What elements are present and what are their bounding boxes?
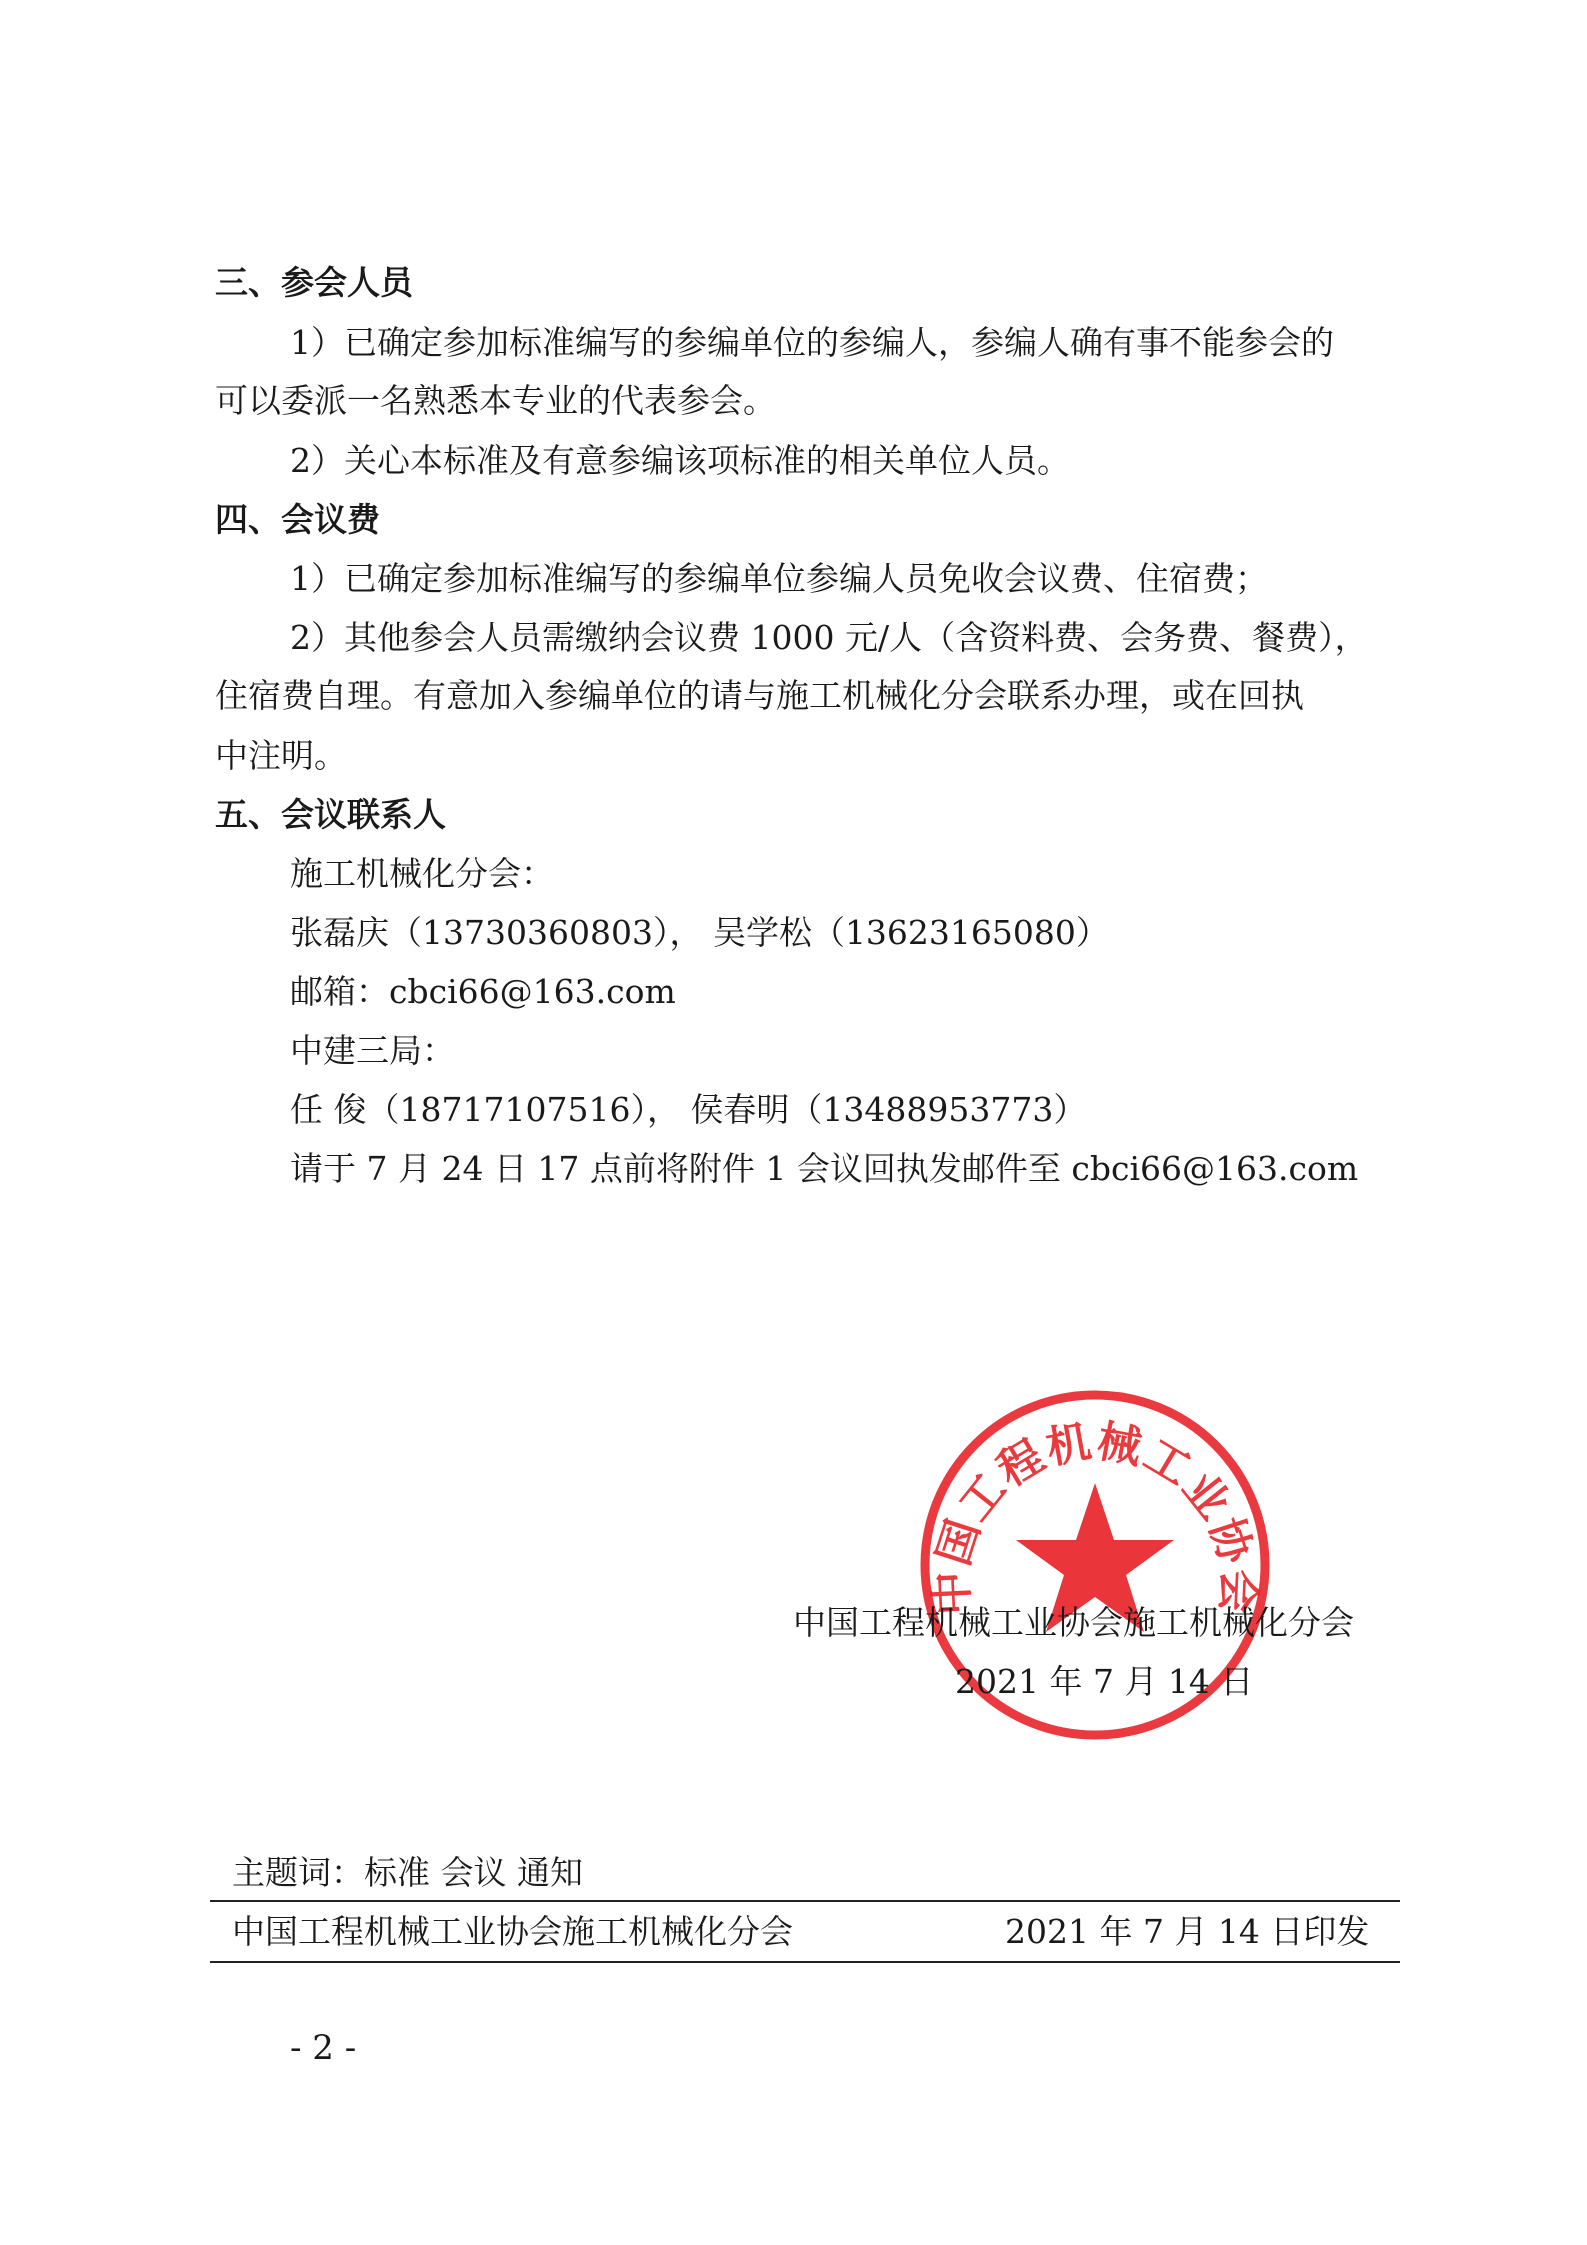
divider (210, 1900, 1400, 1902)
divider (210, 1961, 1400, 1963)
keywords: 主题词：标准 会议 通知 (232, 1853, 583, 1892)
submission-deadline: 请于 7 月 24 日 17 点前将附件 1 会议回执发邮件至 cbci66@163.com (290, 1149, 1359, 1188)
paragraph-line: 1）已确定参加标准编写的参编单位参编人员免收会议费、住宿费； (290, 559, 1268, 598)
page-number: - 2 - (290, 2028, 357, 2068)
section-heading-4: 四、会议费 (215, 500, 380, 539)
paragraph-line: 可以委派一名熟悉本专业的代表参会。 (215, 381, 776, 420)
section-heading-3: 三、参会人员 (215, 263, 413, 302)
signature-date: 2021 年 7 月 14 日 (955, 1662, 1254, 1701)
seal-text: 中国工程机械工业协会 (926, 1415, 1264, 1617)
contact-org: 中建三局： (290, 1031, 455, 1070)
paragraph-line: 中注明。 (215, 736, 347, 775)
paragraph-line: 1）已确定参加标准编写的参编单位的参编人，参编人确有事不能参会的 (290, 323, 1334, 362)
contact-org: 施工机械化分会： (290, 854, 554, 893)
paragraph-line: 住宿费自理。有意加入参编单位的请与施工机械化分会联系办理，或在回执 (215, 676, 1304, 715)
issue-date: 2021 年 7 月 14 日印发 (1005, 1912, 1370, 1951)
contact-email: 邮箱：cbci66@163.com (290, 972, 676, 1011)
signature-org: 中国工程机械工业协会施工机械化分会 (793, 1603, 1354, 1642)
paragraph-line: 2）关心本标准及有意参编该项标准的相关单位人员。 (290, 441, 1070, 480)
issuer: 中国工程机械工业协会施工机械化分会 (232, 1912, 793, 1951)
section-heading-5: 五、会议联系人 (215, 795, 446, 834)
paragraph-line: 2）其他参会人员需缴纳会议费 1000 元/人（含资料费、会务费、餐费）， (290, 618, 1368, 657)
contact-persons: 任 俊（18717107516）， 侯春明（13488953773） (290, 1090, 1087, 1129)
contact-persons: 张磊庆（13730360803）， 吴学松（13623165080） (290, 913, 1109, 952)
